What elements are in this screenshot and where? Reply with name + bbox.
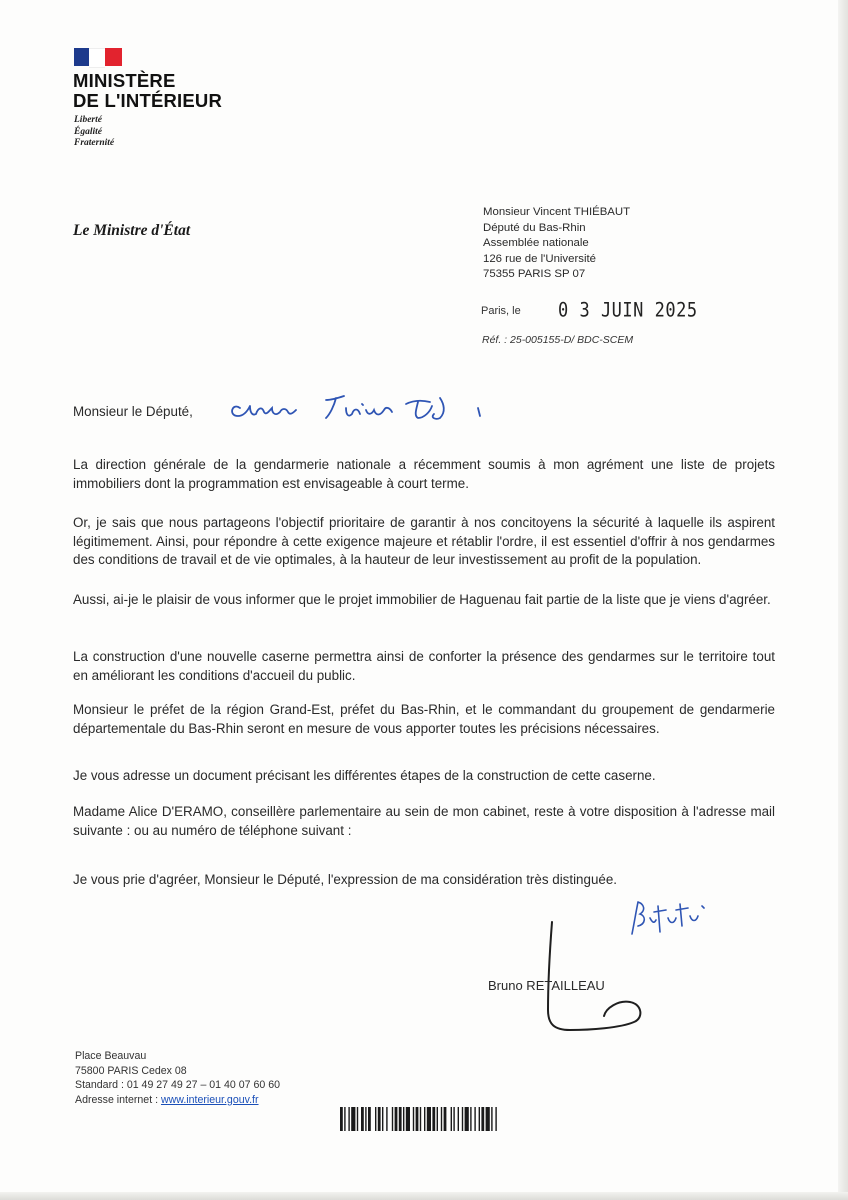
barcode-bar [340, 1107, 343, 1131]
paragraph: Je vous adresse un document précisant les différentes étapes de la construction de cette caserne. [73, 768, 656, 783]
barcode-bar [375, 1107, 376, 1131]
motto-fraternite: Fraternité [74, 138, 115, 148]
barcode-bar [462, 1107, 463, 1131]
paper-edge-right [838, 0, 848, 1200]
barcode-bar [424, 1107, 425, 1131]
footer-line: Place Beauvau [75, 1050, 147, 1062]
footer-web-label: Adresse internet : [75, 1093, 161, 1106]
closing-paragraph: Je vous prie d'agréer, Monsieur le Député, l'expression de ma considération très distinguée. [73, 872, 618, 887]
sender-role: Le Ministre d'État [73, 222, 191, 239]
addressee-line: Assemblée nationale [483, 237, 589, 249]
barcode-bar [444, 1107, 447, 1131]
paragraph: Monsieur le préfet de la région Grand-Est, préfet du Bas-Rhin, et le commandant du groupement de gendarmerie départementale du Bas-Rhin seront en mesure de vous apporter toutes les précisions nécessaires. [73, 702, 775, 736]
footer-line: Standard : 01 49 27 49 27 – 01 40 07 60 60 [75, 1079, 280, 1091]
date-label: Paris, le [481, 305, 521, 317]
barcode-bar [361, 1107, 364, 1131]
signer-name: Bruno RETAILLEAU [488, 978, 605, 993]
ministry-line-2: DE L'INTÉRIEUR [73, 90, 223, 111]
barcode-bar [465, 1107, 469, 1131]
barcode-bar [486, 1107, 490, 1131]
barcode-bar [348, 1107, 349, 1131]
barcode-bar [420, 1107, 421, 1131]
barcode-bar [451, 1107, 452, 1131]
footer-web-line [75, 1093, 280, 1108]
barcode-bar [382, 1107, 383, 1131]
barcode-bar [453, 1107, 454, 1131]
paragraph: La construction d'une nouvelle caserne permettra ainsi de conforter la présence des gendarmes sur le territoire tout en améliorant les conditions d'accueil du public. [73, 649, 775, 683]
barcode-bar [378, 1107, 381, 1131]
barcode-bar [413, 1107, 414, 1131]
addressee-line: Monsieur Vincent THIÉBAUT [483, 206, 631, 218]
flag-white-band [89, 48, 105, 68]
barcode-bar [406, 1107, 410, 1131]
flag-blue-band [74, 48, 89, 66]
barcode-bar [357, 1107, 358, 1131]
barcode-bar [491, 1107, 492, 1131]
barcode-bar [365, 1107, 366, 1131]
barcode-bar [351, 1107, 355, 1131]
barcode-bar [395, 1107, 398, 1131]
barcode-bar [432, 1107, 435, 1131]
motto-liberte: Liberté [74, 115, 102, 125]
barcode-bar [441, 1107, 442, 1131]
footer-line: 75800 PARIS Cedex 08 [75, 1064, 187, 1077]
addressee-block [483, 205, 630, 283]
barcode-bar [386, 1107, 387, 1131]
ministry-line-1: MINISTÈRE [73, 70, 176, 91]
ministry-name [73, 71, 222, 111]
barcode-bar [416, 1107, 419, 1131]
barcode-bar [399, 1107, 402, 1131]
republic-flag-logo [74, 48, 122, 66]
paragraph: Madame Alice D'ERAMO, conseillère parlementaire au sein de mon cabinet, reste à votre disposition à l'adresse mail suivante : ou au numéro de téléphone suivant : [73, 804, 775, 838]
barcode-bar [481, 1107, 484, 1131]
handwritten-greeting [226, 390, 496, 430]
barcode-bar [392, 1107, 393, 1131]
republic-motto [74, 115, 114, 150]
addressee-line: 75355 PARIS SP 07 [483, 268, 586, 280]
reference-number: Réf. : 25-005155-D/ BDC-SCEM [482, 334, 634, 346]
paper-edge-bottom [0, 1192, 848, 1200]
date-stamp: 0 3 JUIN 2025 [558, 299, 698, 322]
barcode-bar [403, 1107, 404, 1131]
barcode-bar [470, 1107, 471, 1131]
salutation: Monsieur le Député, [73, 404, 193, 419]
paragraph: Aussi, ai-je le plaisir de vous informer que le projet immobilier de Haguenau fait partie de la liste que je viens d'agréer. [73, 592, 771, 607]
paragraph: Or, je sais que nous partageons l'objectif prioritaire de garantir à nos concitoyens la sécurité à laquelle ils aspirent légitimement. Ainsi, pour répondre à cette exigence majeure et rétablir l'ordre, il est essentiel d'offrir à nos gendarmes des conditions de travail et de vie optimales, à la hauteur de leur investissement au profit de la population. [73, 515, 775, 567]
barcode-bar [427, 1107, 431, 1131]
addressee-line: Député du Bas-Rhin [483, 221, 586, 234]
paragraph: La direction générale de la gendarmerie nationale a récemment soumis à mon agrément une liste de projets immobiliers dont la programmation est envisageable à court terme. [73, 457, 775, 491]
barcode-bar [474, 1107, 475, 1131]
flag-red-band [105, 48, 122, 66]
addressee-line: 126 rue de l'Université [483, 252, 596, 265]
barcode [340, 1107, 564, 1131]
barcode-bar [344, 1107, 345, 1131]
barcode-bar [437, 1107, 438, 1131]
footer-address [75, 1049, 280, 1107]
barcode-bar [479, 1107, 480, 1131]
motto-egalite: Égalité [74, 126, 102, 137]
barcode-bar [368, 1107, 371, 1131]
barcode-bar [495, 1107, 496, 1131]
barcode-bar [458, 1107, 459, 1131]
website-link[interactable]: www.interieur.gouv.fr [160, 1093, 259, 1106]
